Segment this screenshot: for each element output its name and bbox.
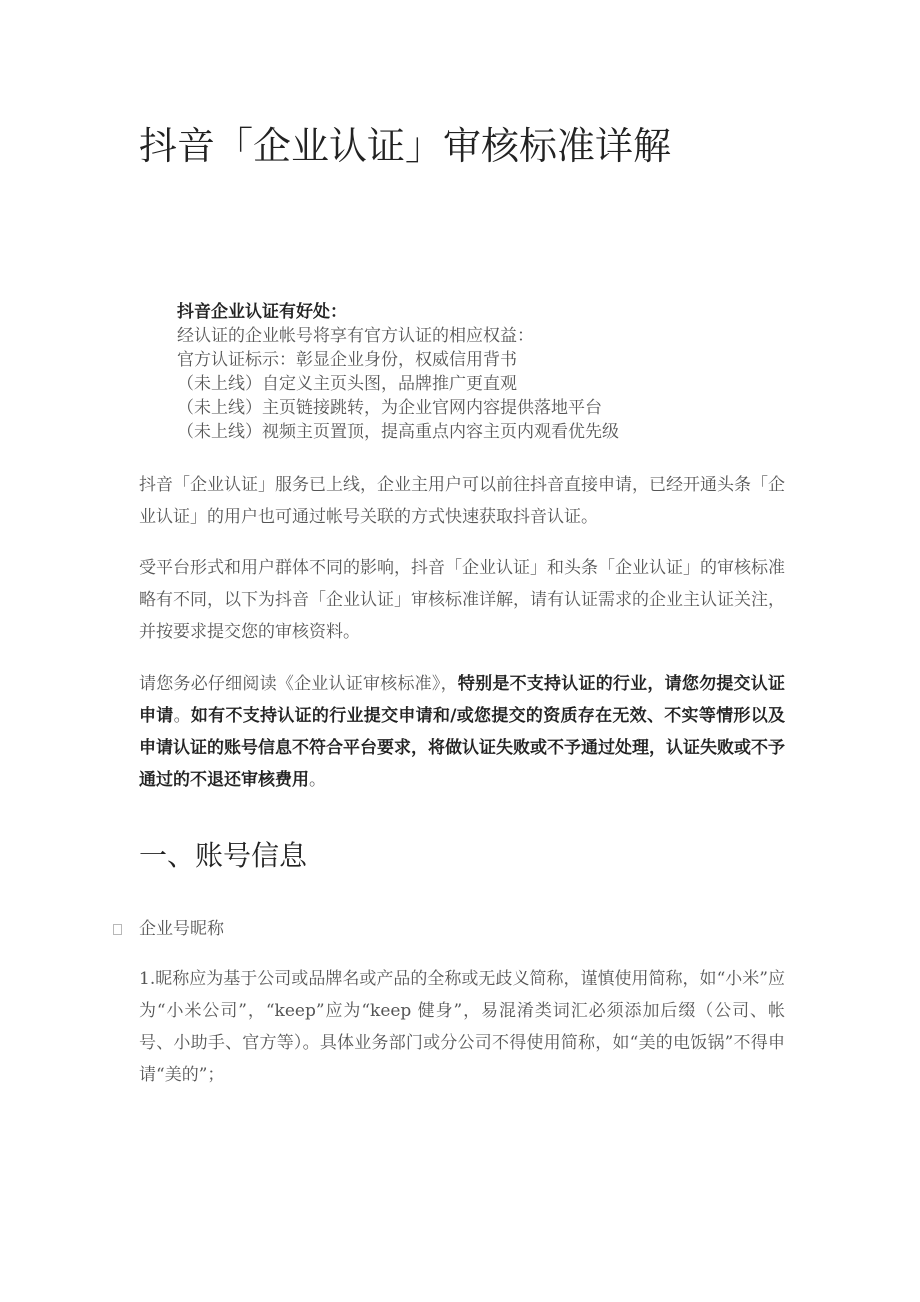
benefits-line: 经认证的企业帐号将享有官方认证的相应权益： bbox=[177, 326, 534, 346]
nickname-rule-paragraph: 1.昵称应为基于公司或品牌名或产品的全称或无歧义简称，谨慎使用简称，如“小米”应为“小米公司”，“keep”应为“keep 健身”，易混淆类词汇必须添加后缀（公司、帐号、小助手、官方等）。具体业务部门或分公司不得使用简称，如“美的电饭锅”不得申请“美的”； bbox=[139, 969, 785, 1085]
warning-punctuation: 。 bbox=[173, 706, 191, 726]
document-title: 抖音「企业认证」审核标准详解 bbox=[139, 124, 672, 168]
warning-emphasis-text: 特别是不支持认证的行业，请您勿提交认证申请 bbox=[139, 674, 786, 726]
square-bullet-icon bbox=[113, 924, 122, 935]
benefits-block bbox=[177, 300, 797, 444]
warning-emphasis-text: 如有不支持认证的行业提交申请和/或您提交的资质存在无效、不实等情形以及申请认证的账号信息不符合平台要求，将做认证失败或不予通过处理，认证失败或不予通过的不退还审核费用 bbox=[139, 706, 786, 790]
benefits-line: （未上线）自定义主页头图，品牌推广更直观 bbox=[177, 374, 517, 394]
intro-paragraph: 抖音「企业认证」服务已上线，企业主用户可以前往抖音直接申请，已经开通头条「企业认证」的用户也可通过帐号关联的方式快速获取抖音认证。 bbox=[139, 475, 785, 527]
benefits-line: 官方认证标示：彰显企业身份，权威信用背书 bbox=[177, 350, 517, 370]
standards-difference-paragraph: 受平台形式和用户群体不同的影响，抖音「企业认证」和头条「企业认证」的审核标准略有不同，以下为抖音「企业认证」审核标准详解，请有认证需求的企业主认证关注，并按要求提交您的审核资料。 bbox=[139, 558, 785, 642]
warning-paragraph bbox=[139, 668, 785, 796]
bullet-label: 企业号昵称 bbox=[139, 919, 224, 939]
warning-punctuation: 。 bbox=[309, 770, 326, 790]
benefits-line: （未上线）主页链接跳转，为企业官网内容提供落地平台 bbox=[177, 398, 602, 418]
warning-intro-text: 请您务必仔细阅读《企业认证审核标准》， bbox=[139, 674, 458, 694]
benefits-line: （未上线）视频主页置顶，提高重点内容主页内观看优先级 bbox=[177, 422, 619, 442]
benefits-heading: 抖音企业认证有好处： bbox=[177, 302, 347, 322]
section-title: 一、账号信息 bbox=[139, 839, 308, 872]
bullet-item bbox=[113, 915, 713, 943]
